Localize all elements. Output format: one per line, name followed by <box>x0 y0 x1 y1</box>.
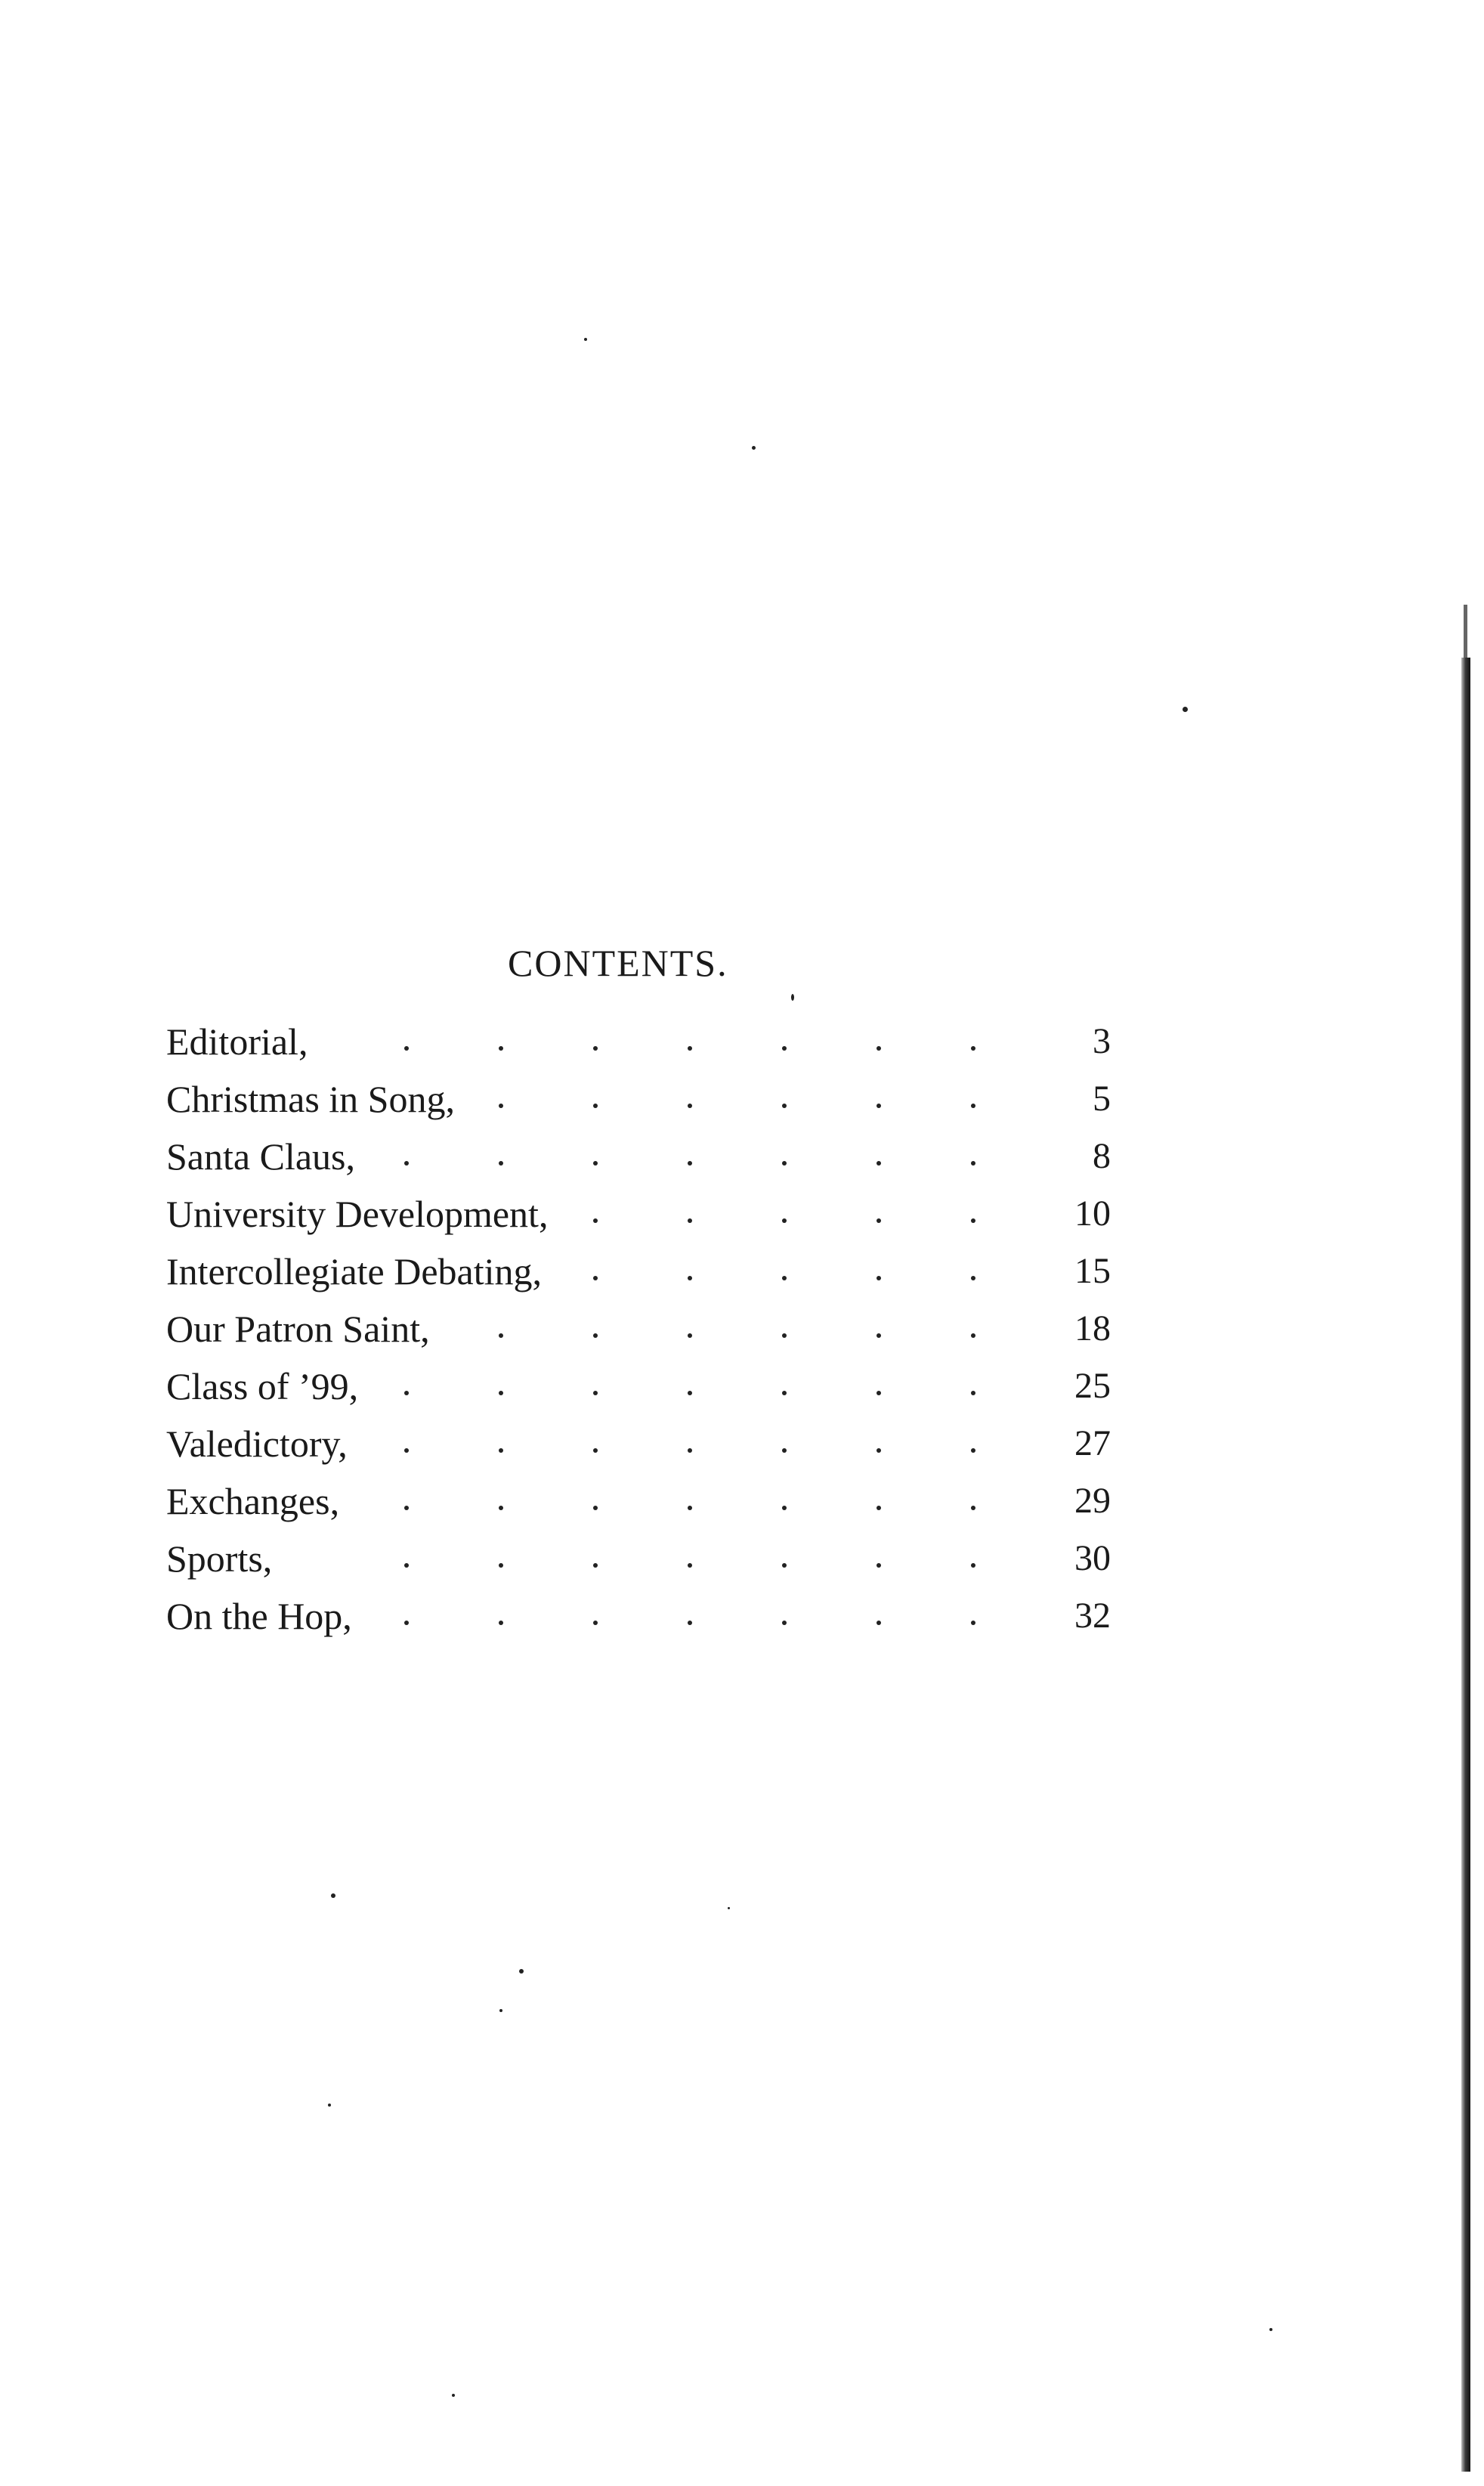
toc-entry-page-number: 25 <box>1074 1366 1111 1406</box>
leader-dot <box>782 1104 787 1108</box>
toc-entry <box>166 1415 1111 1472</box>
leader-dot <box>971 1046 975 1051</box>
toc-entry-page-number: 3 <box>1093 1021 1111 1061</box>
leader-dot <box>593 1104 598 1108</box>
toc-entry <box>166 1472 1111 1530</box>
toc-entry-title: On the Hop, <box>166 1595 352 1637</box>
toc-entry-page-number: 32 <box>1074 1596 1111 1636</box>
leader-dot <box>876 1448 881 1453</box>
leader-dot <box>876 1161 881 1166</box>
toc-entry-page-number: 30 <box>1074 1538 1111 1578</box>
leader-dot <box>404 1448 409 1453</box>
leader-dot <box>971 1448 975 1453</box>
leader-dot <box>782 1218 787 1223</box>
leader-dot <box>593 1333 598 1338</box>
leader-dot <box>876 1046 881 1051</box>
toc-entry-page-number: 10 <box>1074 1193 1111 1234</box>
toc-entry-page-number: 15 <box>1074 1251 1111 1291</box>
leader-dot <box>876 1218 881 1223</box>
leader-dot <box>593 1161 598 1166</box>
leader-dot <box>782 1276 787 1280</box>
leader-dot <box>876 1621 881 1625</box>
leader-dot <box>688 1506 692 1510</box>
ink-speck <box>328 2104 331 2107</box>
leader-dot <box>593 1218 598 1223</box>
leader-dot <box>499 1161 503 1166</box>
leader-dot <box>971 1621 975 1625</box>
ink-speck <box>791 994 794 1001</box>
leader-dot <box>499 1333 503 1338</box>
leader-dot <box>971 1506 975 1510</box>
leader-dot <box>782 1563 787 1568</box>
toc-entry-page-number: 8 <box>1093 1136 1111 1176</box>
leader-dot <box>876 1506 881 1510</box>
toc-entry-page-number: 5 <box>1093 1079 1111 1119</box>
toc-entry <box>166 1300 1111 1358</box>
toc-entry <box>166 1070 1111 1128</box>
leader-dot <box>688 1218 692 1223</box>
leader-dot <box>782 1161 787 1166</box>
leader-dot <box>499 1563 503 1568</box>
toc-entry-page-number: 18 <box>1074 1308 1111 1348</box>
leader-dot <box>593 1563 598 1568</box>
leader-dot <box>404 1161 409 1166</box>
leader-dot <box>593 1391 598 1395</box>
leader-dot <box>404 1621 409 1625</box>
leader-dot <box>404 1506 409 1510</box>
leader-dot <box>782 1391 787 1395</box>
leader-dot <box>688 1104 692 1108</box>
leader-dot <box>593 1448 598 1453</box>
toc-entry-title: Sports, <box>166 1537 273 1580</box>
toc-entry-title: University Development, <box>166 1193 549 1235</box>
toc-entry <box>166 1243 1111 1300</box>
leader-dot <box>876 1333 881 1338</box>
leader-dot <box>688 1448 692 1453</box>
toc-entry <box>166 1185 1111 1243</box>
toc-entry-page-number: 27 <box>1074 1423 1111 1463</box>
toc-entry <box>166 1128 1111 1185</box>
leader-dot <box>404 1563 409 1568</box>
toc-entry-page-number: 29 <box>1074 1481 1111 1521</box>
ink-speck <box>752 446 756 450</box>
toc-entry <box>166 1530 1111 1587</box>
leader-dot <box>404 1046 409 1051</box>
leader-dot <box>876 1276 881 1280</box>
leader-dot <box>499 1391 503 1395</box>
leader-dot <box>499 1104 503 1108</box>
ink-speck <box>331 1893 335 1898</box>
leader-dot <box>688 1621 692 1625</box>
leader-dot <box>876 1104 881 1108</box>
leader-dot <box>593 1276 598 1280</box>
leader-dot <box>782 1046 787 1051</box>
toc-entry-title: Exchanges, <box>166 1480 340 1522</box>
leader-dot <box>971 1161 975 1166</box>
leader-dot <box>688 1276 692 1280</box>
contents-heading: CONTENTS. <box>508 942 728 984</box>
ink-speck <box>584 338 587 341</box>
leader-dot <box>499 1046 503 1051</box>
table-of-contents <box>166 1013 1111 1645</box>
binding-edge-top <box>1464 605 1467 665</box>
leader-dot <box>971 1563 975 1568</box>
leader-dot <box>782 1333 787 1338</box>
ink-speck <box>499 2009 502 2012</box>
ink-speck <box>728 1907 730 1909</box>
toc-entry-title: Editorial, <box>166 1020 308 1063</box>
leader-dot <box>971 1276 975 1280</box>
toc-entry <box>166 1013 1111 1070</box>
leader-dot <box>876 1391 881 1395</box>
ink-speck <box>1269 2328 1272 2331</box>
leader-dot <box>688 1046 692 1051</box>
toc-entry-title: Santa Claus, <box>166 1135 355 1178</box>
leader-dot <box>971 1104 975 1108</box>
leader-dot <box>688 1333 692 1338</box>
toc-entry-title: Intercollegiate Debating, <box>166 1250 542 1293</box>
leader-dot <box>971 1333 975 1338</box>
leader-dot <box>688 1391 692 1395</box>
binding-edge <box>1461 658 1470 2472</box>
leader-dot <box>404 1391 409 1395</box>
ink-speck <box>1183 707 1188 712</box>
toc-entry-title: Christmas in Song, <box>166 1078 455 1120</box>
leader-dot <box>499 1506 503 1510</box>
leader-dot <box>688 1161 692 1166</box>
leader-dot <box>971 1218 975 1223</box>
leader-dot <box>782 1506 787 1510</box>
leader-dot <box>782 1621 787 1625</box>
leader-dot <box>782 1448 787 1453</box>
toc-entry-title: Our Patron Saint, <box>166 1308 430 1350</box>
ink-speck <box>452 2394 455 2397</box>
leader-dot <box>593 1621 598 1625</box>
leader-dot <box>499 1448 503 1453</box>
toc-entry-title: Class of ’99, <box>166 1365 359 1407</box>
leader-dot <box>593 1046 598 1051</box>
leader-dot <box>593 1506 598 1510</box>
leader-dot <box>499 1621 503 1625</box>
leader-dot <box>688 1563 692 1568</box>
toc-entry <box>166 1358 1111 1415</box>
leader-dot <box>876 1563 881 1568</box>
leader-dot <box>971 1391 975 1395</box>
toc-entry <box>166 1587 1111 1645</box>
ink-speck <box>519 1969 524 1974</box>
toc-entry-title: Valedictory, <box>166 1423 348 1465</box>
